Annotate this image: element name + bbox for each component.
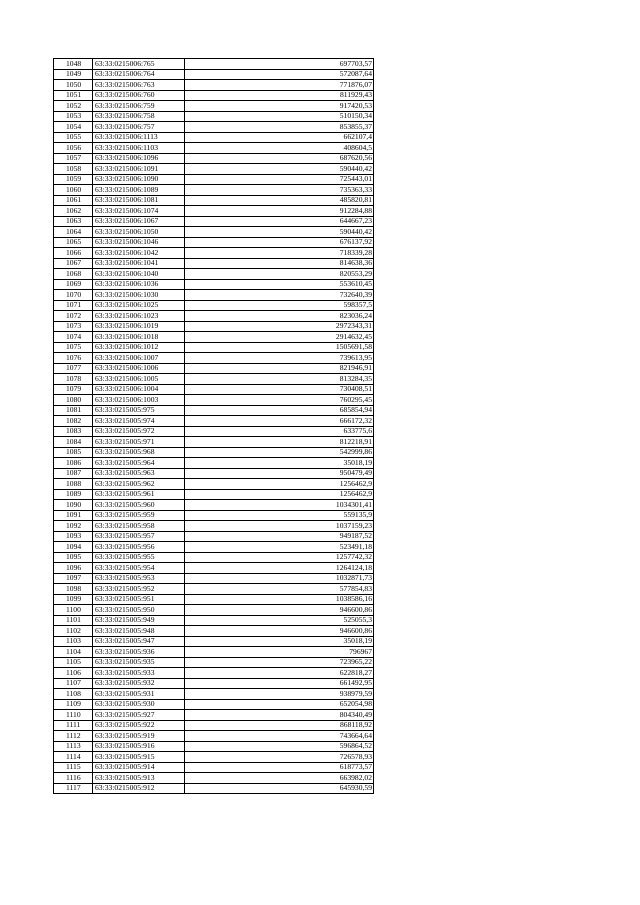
row-number-cell: 1088 (54, 479, 93, 490)
cadastral-value-cell: 35018,19 (185, 458, 374, 469)
table-row (54, 405, 374, 416)
table-row (54, 626, 374, 637)
cadastral-number-cell: 63:33:0215006:1089 (93, 185, 185, 196)
table-row (54, 584, 374, 595)
row-number-cell: 1078 (54, 374, 93, 385)
row-number-cell: 1100 (54, 605, 93, 616)
cadastral-number-cell: 63:33:0215006:1050 (93, 227, 185, 238)
cadastral-number-cell: 63:33:0215005:953 (93, 573, 185, 584)
cadastral-value-cell: 590440,42 (185, 227, 374, 238)
cadastral-number-cell: 63:33:0215006:1004 (93, 384, 185, 395)
table-row (54, 269, 374, 280)
cadastral-value-cell: 823036,24 (185, 311, 374, 322)
cadastral-value-cell: 622818,27 (185, 668, 374, 679)
row-number-cell: 1108 (54, 689, 93, 700)
row-number-cell: 1092 (54, 521, 93, 532)
cadastral-number-cell: 63:33:0215005:932 (93, 678, 185, 689)
cadastral-value-cell: 732640,39 (185, 290, 374, 301)
table-row (54, 573, 374, 584)
row-number-cell: 1102 (54, 626, 93, 637)
cadastral-number-cell: 63:33:0215006:1074 (93, 206, 185, 217)
table-row (54, 101, 374, 112)
row-number-cell: 1052 (54, 101, 93, 112)
table-row (54, 720, 374, 731)
table-row (54, 69, 374, 80)
row-number-cell: 1051 (54, 90, 93, 101)
table-row (54, 132, 374, 143)
row-number-cell: 1109 (54, 699, 93, 710)
table-row (54, 447, 374, 458)
table-row (54, 59, 374, 70)
row-number-cell: 1106 (54, 668, 93, 679)
table-row (54, 321, 374, 332)
row-number-cell: 1077 (54, 363, 93, 374)
cadastral-value-cell: 917420,53 (185, 101, 374, 112)
table-row (54, 80, 374, 91)
table-row (54, 342, 374, 353)
cadastral-number-cell: 63:33:0215006:1046 (93, 237, 185, 248)
cadastral-number-cell: 63:33:0215006:1091 (93, 164, 185, 175)
cadastral-number-cell: 63:33:0215006:1096 (93, 153, 185, 164)
row-number-cell: 1054 (54, 122, 93, 133)
table-row (54, 636, 374, 647)
cadastral-number-cell: 63:33:0215005:960 (93, 500, 185, 511)
cadastral-number-cell: 63:33:0215006:1103 (93, 143, 185, 154)
cadastral-value-cell: 676137,92 (185, 237, 374, 248)
cadastral-number-cell: 63:33:0215006:759 (93, 101, 185, 112)
row-number-cell: 1098 (54, 584, 93, 595)
table-row (54, 542, 374, 553)
cadastral-number-cell: 63:33:0215006:760 (93, 90, 185, 101)
table-row (54, 741, 374, 752)
cadastral-value-cell: 577854,83 (185, 584, 374, 595)
cadastral-number-cell: 63:33:0215006:1018 (93, 332, 185, 343)
cadastral-number-cell: 63:33:0215005:963 (93, 468, 185, 479)
table-row (54, 615, 374, 626)
cadastral-value-cell: 645930,59 (185, 783, 374, 794)
table-row (54, 647, 374, 658)
cadastral-value-cell: 1034301,41 (185, 500, 374, 511)
cadastral-number-cell: 63:33:0215005:933 (93, 668, 185, 679)
row-number-cell: 1094 (54, 542, 93, 553)
row-number-cell: 1113 (54, 741, 93, 752)
cadastral-number-cell: 63:33:0215005:935 (93, 657, 185, 668)
cadastral-value-cell: 598357,5 (185, 300, 374, 311)
row-number-cell: 1089 (54, 489, 93, 500)
row-number-cell: 1074 (54, 332, 93, 343)
table-row (54, 458, 374, 469)
cadastral-number-cell: 63:33:0215005:931 (93, 689, 185, 700)
row-number-cell: 1099 (54, 594, 93, 605)
table-row (54, 479, 374, 490)
cadastral-number-cell: 63:33:0215005:948 (93, 626, 185, 637)
table-row (54, 416, 374, 427)
table-row (54, 185, 374, 196)
cadastral-value-cell: 950479,49 (185, 468, 374, 479)
table-row (54, 500, 374, 511)
table-row (54, 468, 374, 479)
table-row (54, 122, 374, 133)
row-number-cell: 1072 (54, 311, 93, 322)
table-row (54, 489, 374, 500)
cadastral-value-cell: 804340,49 (185, 710, 374, 721)
cadastral-number-cell: 63:33:0215005:957 (93, 531, 185, 542)
table-row (54, 206, 374, 217)
row-number-cell: 1110 (54, 710, 93, 721)
cadastral-value-cell: 1256462,9 (185, 489, 374, 500)
row-number-cell: 1068 (54, 269, 93, 280)
table-row (54, 605, 374, 616)
cadastral-value-cell: 644667,23 (185, 216, 374, 227)
row-number-cell: 1057 (54, 153, 93, 164)
row-number-cell: 1061 (54, 195, 93, 206)
table-row (54, 783, 374, 794)
cadastral-number-cell: 63:33:0215005:913 (93, 773, 185, 784)
row-number-cell: 1103 (54, 636, 93, 647)
cadastral-number-cell: 63:33:0215006:1006 (93, 363, 185, 374)
cadastral-number-cell: 63:33:0215006:1019 (93, 321, 185, 332)
row-number-cell: 1070 (54, 290, 93, 301)
cadastral-value-cell: 1264124,18 (185, 563, 374, 574)
cadastral-value-cell: 743664,64 (185, 731, 374, 742)
cadastral-number-cell: 63:33:0215005:915 (93, 752, 185, 763)
cadastral-value-cell: 408604,5 (185, 143, 374, 154)
row-number-cell: 1060 (54, 185, 93, 196)
cadastral-value-cell: 687620,56 (185, 153, 374, 164)
table-row (54, 510, 374, 521)
table-row (54, 195, 374, 206)
cadastral-value-cell: 1505691,58 (185, 342, 374, 353)
table-row (54, 216, 374, 227)
table-row (54, 395, 374, 406)
cadastral-value-cell: 821946,91 (185, 363, 374, 374)
cadastral-value-cell: 735363,33 (185, 185, 374, 196)
table-body (54, 59, 374, 794)
row-number-cell: 1105 (54, 657, 93, 668)
cadastral-number-cell: 63:33:0215006:1081 (93, 195, 185, 206)
cadastral-number-cell: 63:33:0215005:950 (93, 605, 185, 616)
row-number-cell: 1093 (54, 531, 93, 542)
cadastral-value-cell: 590440,42 (185, 164, 374, 175)
cadastral-value-cell: 510150,34 (185, 111, 374, 122)
row-number-cell: 1050 (54, 80, 93, 91)
cadastral-number-cell: 63:33:0215006:1005 (93, 374, 185, 385)
row-number-cell: 1095 (54, 552, 93, 563)
cadastral-number-cell: 63:33:0215005:951 (93, 594, 185, 605)
table-row (54, 311, 374, 322)
table-row (54, 689, 374, 700)
table-row (54, 699, 374, 710)
table-row (54, 237, 374, 248)
cadastral-number-cell: 63:33:0215006:1040 (93, 269, 185, 280)
cadastral-value-cell: 1038586,16 (185, 594, 374, 605)
row-number-cell: 1116 (54, 773, 93, 784)
cadastral-number-cell: 63:33:0215006:757 (93, 122, 185, 133)
row-number-cell: 1081 (54, 405, 93, 416)
table-row (54, 657, 374, 668)
row-number-cell: 1112 (54, 731, 93, 742)
row-number-cell: 1053 (54, 111, 93, 122)
cadastral-value-cell: 726578,93 (185, 752, 374, 763)
cadastral-value-cell: 813284,35 (185, 374, 374, 385)
table-row (54, 762, 374, 773)
table-row (54, 290, 374, 301)
row-number-cell: 1096 (54, 563, 93, 574)
cadastral-number-cell: 63:33:0215005:919 (93, 731, 185, 742)
cadastral-number-cell: 63:33:0215005:972 (93, 426, 185, 437)
table-row (54, 384, 374, 395)
table-row (54, 363, 374, 374)
cadastral-number-cell: 63:33:0215005:958 (93, 521, 185, 532)
cadastral-number-cell: 63:33:0215005:952 (93, 584, 185, 595)
row-number-cell: 1111 (54, 720, 93, 731)
cadastral-value-cell: 2914632,45 (185, 332, 374, 343)
cadastral-value-cell: 814638,36 (185, 258, 374, 269)
row-number-cell: 1062 (54, 206, 93, 217)
table-row (54, 752, 374, 763)
cadastral-value-cell: 1257742,32 (185, 552, 374, 563)
cadastral-value-cell: 1256462,9 (185, 479, 374, 490)
cadastral-value-cell: 1032871,73 (185, 573, 374, 584)
row-number-cell: 1049 (54, 69, 93, 80)
cadastral-value-cell: 946600,86 (185, 626, 374, 637)
row-number-cell: 1080 (54, 395, 93, 406)
cadastral-value-cell: 730408,51 (185, 384, 374, 395)
row-number-cell: 1055 (54, 132, 93, 143)
row-number-cell: 1117 (54, 783, 93, 794)
cadastral-number-cell: 63:33:0215005:922 (93, 720, 185, 731)
row-number-cell: 1059 (54, 174, 93, 185)
row-number-cell: 1097 (54, 573, 93, 584)
cadastral-number-cell: 63:33:0215005:968 (93, 447, 185, 458)
cadastral-number-cell: 63:33:0215005:961 (93, 489, 185, 500)
table-row (54, 437, 374, 448)
cadastral-value-cell: 35018,19 (185, 636, 374, 647)
cadastral-number-cell: 63:33:0215005:971 (93, 437, 185, 448)
cadastral-value-cell: 525055,3 (185, 615, 374, 626)
row-number-cell: 1073 (54, 321, 93, 332)
table-row (54, 531, 374, 542)
table-row (54, 153, 374, 164)
cadastral-value-cell: 596864,52 (185, 741, 374, 752)
cadastral-value-cell: 811929,43 (185, 90, 374, 101)
cadastral-number-cell: 63:33:0215005:964 (93, 458, 185, 469)
cadastral-number-cell: 63:33:0215005:949 (93, 615, 185, 626)
table-row (54, 90, 374, 101)
cadastral-value-cell: 771876,07 (185, 80, 374, 91)
cadastral-value-cell: 685854,94 (185, 405, 374, 416)
cadastral-number-cell: 63:33:0215006:1090 (93, 174, 185, 185)
cadastral-number-cell: 63:33:0215005:936 (93, 647, 185, 658)
cadastral-value-cell: 633775,6 (185, 426, 374, 437)
cadastral-number-cell: 63:33:0215006:1042 (93, 248, 185, 259)
cadastral-number-cell: 63:33:0215005:916 (93, 741, 185, 752)
cadastral-value-cell: 1037159,23 (185, 521, 374, 532)
cadastral-value-cell: 796967 (185, 647, 374, 658)
cadastral-number-cell: 63:33:0215005:975 (93, 405, 185, 416)
row-number-cell: 1082 (54, 416, 93, 427)
row-number-cell: 1058 (54, 164, 93, 175)
cadastral-value-cell: 812218,91 (185, 437, 374, 448)
table-row (54, 668, 374, 679)
row-number-cell: 1115 (54, 762, 93, 773)
cadastral-value-cell: 723965,22 (185, 657, 374, 668)
table-row (54, 678, 374, 689)
cadastral-value-cell: 523491,18 (185, 542, 374, 553)
row-number-cell: 1048 (54, 59, 93, 70)
cadastral-value-cell: 485820,81 (185, 195, 374, 206)
row-number-cell: 1090 (54, 500, 93, 511)
cadastral-number-cell: 63:33:0215005:959 (93, 510, 185, 521)
cadastral-value-cell: 912284,88 (185, 206, 374, 217)
cadastral-number-cell: 63:33:0215006:1113 (93, 132, 185, 143)
cadastral-number-cell: 63:33:0215006:764 (93, 69, 185, 80)
cadastral-value-table (53, 58, 374, 794)
cadastral-value-cell: 718339,28 (185, 248, 374, 259)
cadastral-number-cell: 63:33:0215005:956 (93, 542, 185, 553)
cadastral-value-cell: 559135,9 (185, 510, 374, 521)
cadastral-number-cell: 63:33:0215006:1067 (93, 216, 185, 227)
cadastral-value-cell: 938979,59 (185, 689, 374, 700)
row-number-cell: 1056 (54, 143, 93, 154)
cadastral-number-cell: 63:33:0215005:955 (93, 552, 185, 563)
row-number-cell: 1084 (54, 437, 93, 448)
table-row (54, 258, 374, 269)
cadastral-value-cell: 652054,98 (185, 699, 374, 710)
cadastral-value-cell: 820553,29 (185, 269, 374, 280)
table-row (54, 552, 374, 563)
row-number-cell: 1076 (54, 353, 93, 364)
table-row (54, 521, 374, 532)
row-number-cell: 1064 (54, 227, 93, 238)
cadastral-number-cell: 63:33:0215006:1012 (93, 342, 185, 353)
table-row (54, 594, 374, 605)
row-number-cell: 1087 (54, 468, 93, 479)
row-number-cell: 1075 (54, 342, 93, 353)
row-number-cell: 1083 (54, 426, 93, 437)
cadastral-value-cell: 760295,45 (185, 395, 374, 406)
cadastral-number-cell: 63:33:0215006:1041 (93, 258, 185, 269)
cadastral-number-cell: 63:33:0215006:763 (93, 80, 185, 91)
cadastral-value-cell: 739613,95 (185, 353, 374, 364)
row-number-cell: 1114 (54, 752, 93, 763)
cadastral-number-cell: 63:33:0215006:1003 (93, 395, 185, 406)
table-row (54, 143, 374, 154)
table-row (54, 731, 374, 742)
cadastral-number-cell: 63:33:0215006:1036 (93, 279, 185, 290)
cadastral-number-cell: 63:33:0215006:758 (93, 111, 185, 122)
row-number-cell: 1069 (54, 279, 93, 290)
cadastral-value-cell: 663982,02 (185, 773, 374, 784)
table-row (54, 353, 374, 364)
table-row (54, 248, 374, 259)
row-number-cell: 1107 (54, 678, 93, 689)
table-row (54, 773, 374, 784)
row-number-cell: 1101 (54, 615, 93, 626)
table-row (54, 174, 374, 185)
cadastral-number-cell: 63:33:0215005:927 (93, 710, 185, 721)
table-row (54, 164, 374, 175)
cadastral-number-cell: 63:33:0215005:947 (93, 636, 185, 647)
cadastral-value-cell: 2972343,31 (185, 321, 374, 332)
cadastral-number-cell: 63:33:0215006:765 (93, 59, 185, 70)
row-number-cell: 1104 (54, 647, 93, 658)
cadastral-number-cell: 63:33:0215005:954 (93, 563, 185, 574)
cadastral-value-cell: 697703,57 (185, 59, 374, 70)
cadastral-value-cell: 661492,95 (185, 678, 374, 689)
cadastral-number-cell: 63:33:0215005:974 (93, 416, 185, 427)
row-number-cell: 1086 (54, 458, 93, 469)
cadastral-value-cell: 666172,32 (185, 416, 374, 427)
cadastral-number-cell: 63:33:0215005:914 (93, 762, 185, 773)
cadastral-value-cell: 572087,64 (185, 69, 374, 80)
table-row (54, 374, 374, 385)
table-row (54, 710, 374, 721)
table-row (54, 111, 374, 122)
cadastral-value-cell: 542999,86 (185, 447, 374, 458)
row-number-cell: 1071 (54, 300, 93, 311)
cadastral-value-cell: 725443,01 (185, 174, 374, 185)
cadastral-number-cell: 63:33:0215006:1023 (93, 311, 185, 322)
cadastral-number-cell: 63:33:0215005:912 (93, 783, 185, 794)
cadastral-number-cell: 63:33:0215005:962 (93, 479, 185, 490)
table-row (54, 332, 374, 343)
cadastral-value-cell: 618773,57 (185, 762, 374, 773)
row-number-cell: 1066 (54, 248, 93, 259)
row-number-cell: 1063 (54, 216, 93, 227)
cadastral-value-cell: 949187,52 (185, 531, 374, 542)
row-number-cell: 1067 (54, 258, 93, 269)
table-row (54, 300, 374, 311)
row-number-cell: 1065 (54, 237, 93, 248)
row-number-cell: 1079 (54, 384, 93, 395)
row-number-cell: 1091 (54, 510, 93, 521)
cadastral-number-cell: 63:33:0215006:1030 (93, 290, 185, 301)
cadastral-number-cell: 63:33:0215006:1007 (93, 353, 185, 364)
table-row (54, 279, 374, 290)
row-number-cell: 1085 (54, 447, 93, 458)
table-row (54, 426, 374, 437)
cadastral-value-cell: 553610,45 (185, 279, 374, 290)
cadastral-value-cell: 853855,37 (185, 122, 374, 133)
table-row (54, 227, 374, 238)
cadastral-number-cell: 63:33:0215005:930 (93, 699, 185, 710)
cadastral-value-cell: 662107,4 (185, 132, 374, 143)
cadastral-value-cell: 868118,92 (185, 720, 374, 731)
table-row (54, 563, 374, 574)
cadastral-value-cell: 946600,86 (185, 605, 374, 616)
cadastral-number-cell: 63:33:0215006:1025 (93, 300, 185, 311)
